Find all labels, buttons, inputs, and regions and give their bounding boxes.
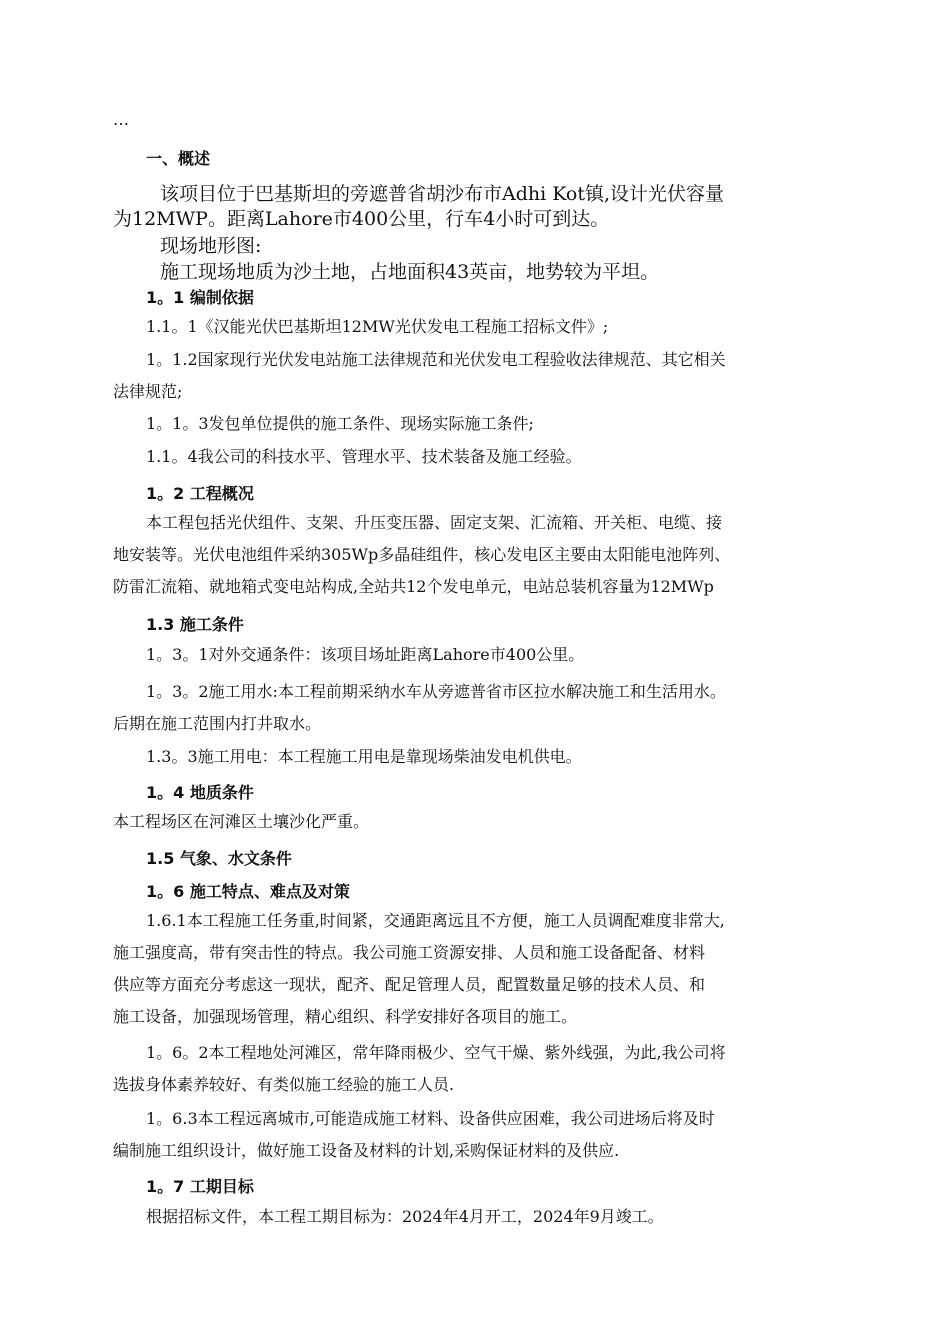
heading-1-3: 1.3 施工条件	[146, 615, 244, 634]
text-line: 根据招标文件，本工程工期目标为：2024年4月开工，2024年9月竣工。	[146, 1207, 664, 1226]
text-line: 1.3。3施工用电：本工程施工用电是靠现场柴油发电机供电。	[146, 747, 582, 766]
paragraph-1-3-3	[113, 741, 848, 773]
text-line: 防雷汇流箱、就地箱式变电站构成,全站共12个发电单元，电站总装机容量为12MWp	[113, 577, 714, 596]
paragraph-1-4	[113, 806, 848, 838]
text-line: 1。1.2国家现行光伏发电站施工法律规范和光伏发电工程验收法律规范、其它相关	[146, 350, 726, 369]
heading-1-5: 1.5 气象、水文条件	[146, 849, 292, 868]
text-line: 1。3。1对外交通条件：该项目场址距离Lahore市400公里。	[146, 645, 585, 664]
text-line: 后期在施工范围内打井取水。	[113, 714, 322, 733]
paragraph-1-1-2-cont	[113, 376, 848, 408]
paragraph-1-2	[113, 507, 848, 603]
text-line: 1。6。2本工程地处河滩区，常年降雨极少、空气干燥、紫外线强，为此,我公司将	[146, 1043, 726, 1062]
paragraph-1-1-2	[113, 344, 848, 376]
ellipsis-marker: …	[113, 110, 130, 129]
text-line: 1.1。4我公司的科技水平、管理水平、技术装备及施工经验。	[146, 447, 582, 466]
paragraph-1-6-3	[113, 1103, 848, 1167]
paragraph-1-1-4	[113, 441, 848, 473]
paragraph-1-3-2-cont	[113, 708, 848, 740]
text-line: 1.6.1本工程施工任务重,时间紧，交通距离远且不方便，施工人员调配难度非常大,	[146, 911, 725, 930]
paragraph-1-1-3	[113, 408, 848, 440]
text-line: 1。1。3发包单位提供的施工条件、现场实际施工条件;	[146, 414, 534, 433]
paragraph-1-6-2	[113, 1037, 848, 1101]
text-line: 1。3。2施工用水:本工程前期采纳水车从旁遮普省市区拉水解决施工和生活用水。	[146, 682, 726, 701]
text-line: 1。6.3本工程远离城市,可能造成施工材料、设备供应困难，我公司进场后将及时	[146, 1109, 715, 1128]
section-heading-overview: 一、概述	[146, 149, 211, 168]
intro-line-2: 为12MWP。距离Lahore市400公里，行车4小时可到达。	[113, 208, 610, 230]
text-line: 选拔身体素养较好、有类似施工经验的施工人员.	[113, 1075, 455, 1094]
heading-1-1: 1。1 编制依据	[146, 288, 254, 307]
heading-1-4: 1。4 地质条件	[146, 783, 254, 802]
heading-1-6: 1。6 施工特点、难点及对策	[146, 882, 350, 901]
intro-line-1: 该项目位于巴基斯坦的旁遮普省胡沙布市Adhi Kot镇,设计光伏容量	[160, 183, 725, 205]
paragraph-1-3-2	[113, 676, 848, 708]
paragraph-1-7	[113, 1201, 848, 1233]
paragraph-1-6-1	[113, 905, 848, 1033]
text-line: 施工设备，加强现场管理，精心组织、科学安排好各项目的施工。	[113, 1007, 578, 1026]
text-line: 地安装等。光伏电池组件采纳305Wp多晶硅组件，核心发电区主要由太阳能电池阵列、	[113, 545, 731, 564]
text-line: 1.1。1《汉能光伏巴基斯坦12MW光伏发电工程施工招标文件》;	[146, 317, 609, 336]
site-geology-text: 施工现场地质为沙土地，占地面积43英亩，地势较为平坦。	[160, 261, 660, 283]
text-line: 施工强度高，带有突击性的特点。我公司施工资源安排、人员和施工设备配备、材料	[113, 943, 706, 962]
text-line: 本工程场区在河滩区土壤沙化严重。	[113, 812, 370, 831]
text-line: 编制施工组织设计，做好施工设备及材料的计划,采购保证材料的及供应.	[113, 1141, 620, 1160]
heading-1-2: 1。2 工程概况	[146, 484, 254, 503]
paragraph-1-1-1	[113, 311, 848, 343]
text-line: 供应等方面充分考虑这一现状，配齐、配足管理人员，配置数量足够的技术人员、和	[113, 975, 706, 994]
site-map-label: 现场地形图:	[160, 235, 262, 257]
paragraph-1-3-1	[113, 639, 848, 671]
text-line: 法律规范;	[113, 382, 183, 401]
heading-1-7: 1。7 工期目标	[146, 1177, 254, 1196]
text-line: 本工程包括光伏组件、支架、升压变压器、固定支架、汇流箱、开关柜、电缆、接	[146, 513, 723, 532]
